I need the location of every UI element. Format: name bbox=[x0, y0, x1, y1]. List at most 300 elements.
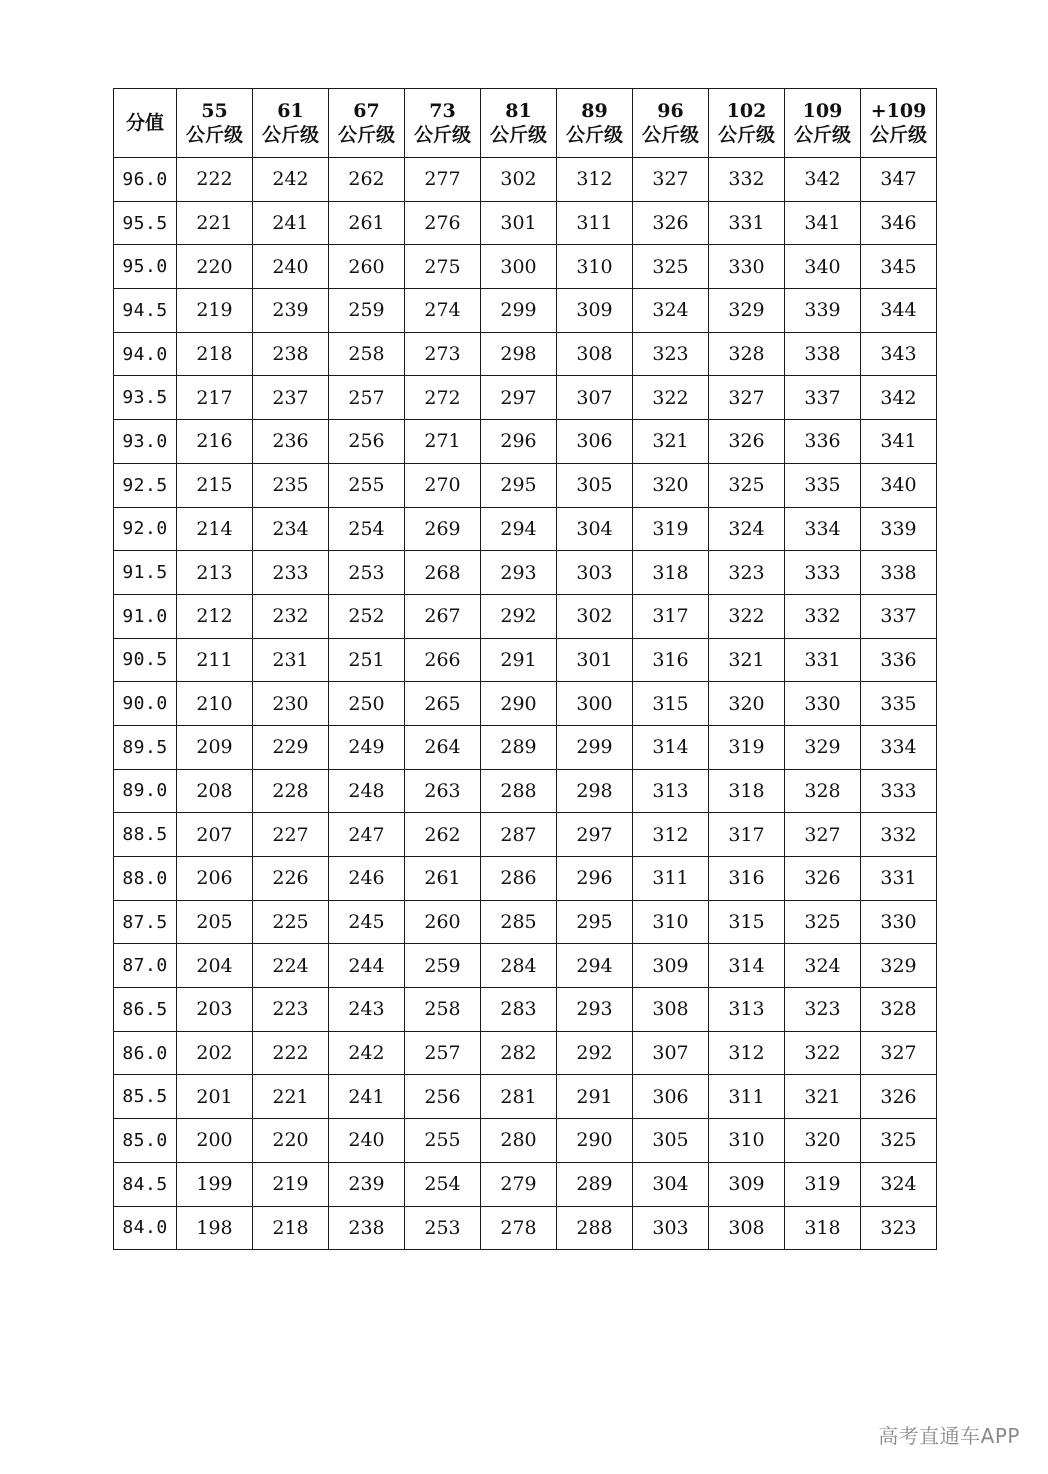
weight-class-unit: 公斤级 bbox=[869, 124, 927, 146]
weight-class-header bbox=[405, 89, 481, 158]
value-cell: 199 bbox=[177, 1162, 253, 1206]
value-cell: 253 bbox=[329, 551, 405, 595]
value-cell: 226 bbox=[253, 857, 329, 901]
value-cell: 324 bbox=[861, 1162, 937, 1206]
table-row bbox=[114, 158, 937, 202]
value-cell: 245 bbox=[329, 900, 405, 944]
value-cell: 325 bbox=[709, 463, 785, 507]
value-cell: 279 bbox=[481, 1162, 557, 1206]
value-cell: 292 bbox=[557, 1031, 633, 1075]
value-cell: 310 bbox=[709, 1119, 785, 1163]
value-cell: 326 bbox=[785, 857, 861, 901]
value-cell: 313 bbox=[709, 988, 785, 1032]
value-cell: 343 bbox=[861, 332, 937, 376]
value-cell: 238 bbox=[253, 332, 329, 376]
value-cell: 240 bbox=[253, 245, 329, 289]
weight-class-value: 109 bbox=[802, 100, 843, 122]
value-cell: 231 bbox=[253, 638, 329, 682]
value-cell: 334 bbox=[861, 725, 937, 769]
value-cell: 259 bbox=[405, 944, 481, 988]
value-cell: 304 bbox=[633, 1162, 709, 1206]
value-cell: 311 bbox=[633, 857, 709, 901]
weight-class-header bbox=[557, 89, 633, 158]
value-cell: 237 bbox=[253, 376, 329, 420]
value-cell: 301 bbox=[557, 638, 633, 682]
value-cell: 259 bbox=[329, 289, 405, 333]
score-cell: 87.0 bbox=[114, 944, 177, 988]
value-cell: 218 bbox=[253, 1206, 329, 1250]
value-cell: 252 bbox=[329, 594, 405, 638]
value-cell: 204 bbox=[177, 944, 253, 988]
value-cell: 224 bbox=[253, 944, 329, 988]
weight-class-unit: 公斤级 bbox=[489, 124, 547, 146]
value-cell: 280 bbox=[481, 1119, 557, 1163]
value-cell: 342 bbox=[785, 158, 861, 202]
value-cell: 331 bbox=[709, 201, 785, 245]
value-cell: 331 bbox=[785, 638, 861, 682]
value-cell: 261 bbox=[329, 201, 405, 245]
value-cell: 337 bbox=[785, 376, 861, 420]
value-cell: 325 bbox=[861, 1119, 937, 1163]
value-cell: 332 bbox=[709, 158, 785, 202]
value-cell: 307 bbox=[633, 1031, 709, 1075]
value-cell: 205 bbox=[177, 900, 253, 944]
value-cell: 269 bbox=[405, 507, 481, 551]
value-cell: 320 bbox=[785, 1119, 861, 1163]
value-cell: 309 bbox=[709, 1162, 785, 1206]
value-cell: 236 bbox=[253, 420, 329, 464]
value-cell: 270 bbox=[405, 463, 481, 507]
value-cell: 227 bbox=[253, 813, 329, 857]
value-cell: 229 bbox=[253, 725, 329, 769]
score-cell: 88.0 bbox=[114, 857, 177, 901]
value-cell: 311 bbox=[557, 201, 633, 245]
table-row bbox=[114, 289, 937, 333]
table-row bbox=[114, 1031, 937, 1075]
value-cell: 342 bbox=[861, 376, 937, 420]
weight-class-value: 81 bbox=[505, 100, 532, 122]
score-cell: 93.0 bbox=[114, 420, 177, 464]
value-cell: 262 bbox=[405, 813, 481, 857]
value-cell: 327 bbox=[709, 376, 785, 420]
value-cell: 298 bbox=[481, 332, 557, 376]
score-cell: 91.5 bbox=[114, 551, 177, 595]
value-cell: 222 bbox=[253, 1031, 329, 1075]
value-cell: 303 bbox=[557, 551, 633, 595]
value-cell: 300 bbox=[557, 682, 633, 726]
score-cell: 87.5 bbox=[114, 900, 177, 944]
score-cell: 95.0 bbox=[114, 245, 177, 289]
value-cell: 256 bbox=[329, 420, 405, 464]
value-cell: 218 bbox=[177, 332, 253, 376]
table-row bbox=[114, 725, 937, 769]
value-cell: 267 bbox=[405, 594, 481, 638]
value-cell: 277 bbox=[405, 158, 481, 202]
value-cell: 303 bbox=[633, 1206, 709, 1250]
value-cell: 329 bbox=[861, 944, 937, 988]
value-cell: 243 bbox=[329, 988, 405, 1032]
value-cell: 238 bbox=[329, 1206, 405, 1250]
value-cell: 336 bbox=[785, 420, 861, 464]
value-cell: 320 bbox=[633, 463, 709, 507]
value-cell: 344 bbox=[861, 289, 937, 333]
value-cell: 283 bbox=[481, 988, 557, 1032]
value-cell: 244 bbox=[329, 944, 405, 988]
value-cell: 323 bbox=[861, 1206, 937, 1250]
value-cell: 271 bbox=[405, 420, 481, 464]
value-cell: 291 bbox=[481, 638, 557, 682]
value-cell: 305 bbox=[557, 463, 633, 507]
value-cell: 293 bbox=[557, 988, 633, 1032]
value-cell: 322 bbox=[709, 594, 785, 638]
value-cell: 323 bbox=[709, 551, 785, 595]
score-cell: 94.5 bbox=[114, 289, 177, 333]
score-cell: 91.0 bbox=[114, 594, 177, 638]
value-cell: 258 bbox=[405, 988, 481, 1032]
value-cell: 214 bbox=[177, 507, 253, 551]
weight-class-value: +109 bbox=[870, 100, 927, 122]
score-cell: 92.5 bbox=[114, 463, 177, 507]
value-cell: 220 bbox=[177, 245, 253, 289]
value-cell: 313 bbox=[633, 769, 709, 813]
value-cell: 239 bbox=[329, 1162, 405, 1206]
value-cell: 225 bbox=[253, 900, 329, 944]
score-cell: 90.5 bbox=[114, 638, 177, 682]
value-cell: 221 bbox=[253, 1075, 329, 1119]
value-cell: 258 bbox=[329, 332, 405, 376]
value-cell: 330 bbox=[709, 245, 785, 289]
value-cell: 247 bbox=[329, 813, 405, 857]
value-cell: 201 bbox=[177, 1075, 253, 1119]
value-cell: 340 bbox=[785, 245, 861, 289]
value-cell: 255 bbox=[329, 463, 405, 507]
value-cell: 198 bbox=[177, 1206, 253, 1250]
value-cell: 272 bbox=[405, 376, 481, 420]
value-cell: 301 bbox=[481, 201, 557, 245]
value-cell: 323 bbox=[785, 988, 861, 1032]
value-cell: 335 bbox=[861, 682, 937, 726]
value-cell: 327 bbox=[633, 158, 709, 202]
value-cell: 339 bbox=[861, 507, 937, 551]
value-cell: 216 bbox=[177, 420, 253, 464]
value-cell: 233 bbox=[253, 551, 329, 595]
value-cell: 327 bbox=[861, 1031, 937, 1075]
value-cell: 319 bbox=[709, 725, 785, 769]
score-table bbox=[113, 88, 937, 1250]
weight-class-header bbox=[329, 89, 405, 158]
value-cell: 249 bbox=[329, 725, 405, 769]
value-cell: 308 bbox=[557, 332, 633, 376]
value-cell: 278 bbox=[481, 1206, 557, 1250]
weight-class-unit: 公斤级 bbox=[185, 124, 243, 146]
value-cell: 327 bbox=[785, 813, 861, 857]
value-cell: 338 bbox=[785, 332, 861, 376]
value-cell: 321 bbox=[785, 1075, 861, 1119]
score-cell: 89.5 bbox=[114, 725, 177, 769]
value-cell: 297 bbox=[557, 813, 633, 857]
value-cell: 326 bbox=[861, 1075, 937, 1119]
value-cell: 319 bbox=[633, 507, 709, 551]
value-cell: 324 bbox=[633, 289, 709, 333]
weight-class-header bbox=[861, 89, 937, 158]
value-cell: 310 bbox=[557, 245, 633, 289]
value-cell: 284 bbox=[481, 944, 557, 988]
value-cell: 341 bbox=[785, 201, 861, 245]
value-cell: 304 bbox=[557, 507, 633, 551]
value-cell: 251 bbox=[329, 638, 405, 682]
weight-class-header bbox=[785, 89, 861, 158]
value-cell: 319 bbox=[785, 1162, 861, 1206]
table-row bbox=[114, 1206, 937, 1250]
table-row bbox=[114, 1075, 937, 1119]
watermark: 高考直通车APP bbox=[878, 1424, 1020, 1448]
value-cell: 337 bbox=[861, 594, 937, 638]
score-cell: 84.5 bbox=[114, 1162, 177, 1206]
table-row bbox=[114, 551, 937, 595]
weight-class-unit: 公斤级 bbox=[261, 124, 319, 146]
value-cell: 288 bbox=[557, 1206, 633, 1250]
weight-class-value: 102 bbox=[726, 100, 767, 122]
value-cell: 314 bbox=[709, 944, 785, 988]
value-cell: 292 bbox=[481, 594, 557, 638]
weight-class-header bbox=[633, 89, 709, 158]
value-cell: 317 bbox=[709, 813, 785, 857]
value-cell: 289 bbox=[557, 1162, 633, 1206]
value-cell: 347 bbox=[861, 158, 937, 202]
weight-class-unit: 公斤级 bbox=[641, 124, 699, 146]
value-cell: 211 bbox=[177, 638, 253, 682]
table-row bbox=[114, 944, 937, 988]
value-cell: 230 bbox=[253, 682, 329, 726]
value-cell: 260 bbox=[329, 245, 405, 289]
value-cell: 286 bbox=[481, 857, 557, 901]
value-cell: 340 bbox=[861, 463, 937, 507]
value-cell: 266 bbox=[405, 638, 481, 682]
value-cell: 208 bbox=[177, 769, 253, 813]
value-cell: 235 bbox=[253, 463, 329, 507]
value-cell: 248 bbox=[329, 769, 405, 813]
value-cell: 325 bbox=[785, 900, 861, 944]
value-cell: 336 bbox=[861, 638, 937, 682]
value-cell: 345 bbox=[861, 245, 937, 289]
value-cell: 228 bbox=[253, 769, 329, 813]
value-cell: 320 bbox=[709, 682, 785, 726]
value-cell: 260 bbox=[405, 900, 481, 944]
value-cell: 207 bbox=[177, 813, 253, 857]
value-cell: 294 bbox=[481, 507, 557, 551]
value-cell: 219 bbox=[253, 1162, 329, 1206]
value-cell: 254 bbox=[405, 1162, 481, 1206]
value-cell: 296 bbox=[557, 857, 633, 901]
weight-class-value: 67 bbox=[353, 100, 380, 122]
value-cell: 213 bbox=[177, 551, 253, 595]
table-row bbox=[114, 1119, 937, 1163]
score-cell: 92.0 bbox=[114, 507, 177, 551]
value-cell: 273 bbox=[405, 332, 481, 376]
value-cell: 281 bbox=[481, 1075, 557, 1119]
value-cell: 210 bbox=[177, 682, 253, 726]
value-cell: 332 bbox=[861, 813, 937, 857]
value-cell: 318 bbox=[633, 551, 709, 595]
value-cell: 329 bbox=[785, 725, 861, 769]
value-cell: 312 bbox=[633, 813, 709, 857]
value-cell: 255 bbox=[405, 1119, 481, 1163]
value-cell: 290 bbox=[481, 682, 557, 726]
value-cell: 212 bbox=[177, 594, 253, 638]
value-cell: 250 bbox=[329, 682, 405, 726]
weight-class-unit: 公斤级 bbox=[793, 124, 851, 146]
value-cell: 209 bbox=[177, 725, 253, 769]
value-cell: 219 bbox=[177, 289, 253, 333]
value-cell: 332 bbox=[785, 594, 861, 638]
value-cell: 282 bbox=[481, 1031, 557, 1075]
score-cell: 96.0 bbox=[114, 158, 177, 202]
weight-class-header bbox=[481, 89, 557, 158]
value-cell: 296 bbox=[481, 420, 557, 464]
table-row bbox=[114, 376, 937, 420]
value-cell: 206 bbox=[177, 857, 253, 901]
value-cell: 293 bbox=[481, 551, 557, 595]
table-row bbox=[114, 201, 937, 245]
table-body bbox=[114, 158, 937, 1250]
table-row bbox=[114, 900, 937, 944]
value-cell: 261 bbox=[405, 857, 481, 901]
table-row bbox=[114, 769, 937, 813]
value-cell: 306 bbox=[633, 1075, 709, 1119]
value-cell: 291 bbox=[557, 1075, 633, 1119]
value-cell: 257 bbox=[405, 1031, 481, 1075]
table-row bbox=[114, 638, 937, 682]
value-cell: 338 bbox=[861, 551, 937, 595]
value-cell: 312 bbox=[709, 1031, 785, 1075]
value-cell: 242 bbox=[253, 158, 329, 202]
value-cell: 288 bbox=[481, 769, 557, 813]
value-cell: 257 bbox=[329, 376, 405, 420]
value-cell: 223 bbox=[253, 988, 329, 1032]
value-cell: 329 bbox=[709, 289, 785, 333]
table-row bbox=[114, 420, 937, 464]
value-cell: 310 bbox=[633, 900, 709, 944]
value-cell: 268 bbox=[405, 551, 481, 595]
value-cell: 232 bbox=[253, 594, 329, 638]
value-cell: 325 bbox=[633, 245, 709, 289]
value-cell: 322 bbox=[785, 1031, 861, 1075]
table-row bbox=[114, 245, 937, 289]
score-cell: 88.5 bbox=[114, 813, 177, 857]
value-cell: 321 bbox=[633, 420, 709, 464]
value-cell: 326 bbox=[709, 420, 785, 464]
score-cell: 89.0 bbox=[114, 769, 177, 813]
value-cell: 275 bbox=[405, 245, 481, 289]
value-cell: 315 bbox=[709, 900, 785, 944]
value-cell: 308 bbox=[709, 1206, 785, 1250]
value-cell: 318 bbox=[709, 769, 785, 813]
value-cell: 262 bbox=[329, 158, 405, 202]
value-cell: 276 bbox=[405, 201, 481, 245]
value-cell: 312 bbox=[557, 158, 633, 202]
table-row bbox=[114, 463, 937, 507]
value-cell: 311 bbox=[709, 1075, 785, 1119]
value-cell: 328 bbox=[861, 988, 937, 1032]
table-row bbox=[114, 594, 937, 638]
value-cell: 346 bbox=[861, 201, 937, 245]
score-cell: 85.5 bbox=[114, 1075, 177, 1119]
value-cell: 215 bbox=[177, 463, 253, 507]
value-cell: 242 bbox=[329, 1031, 405, 1075]
score-cell: 86.0 bbox=[114, 1031, 177, 1075]
score-cell: 94.0 bbox=[114, 332, 177, 376]
value-cell: 287 bbox=[481, 813, 557, 857]
value-cell: 317 bbox=[633, 594, 709, 638]
value-cell: 241 bbox=[253, 201, 329, 245]
score-cell: 84.0 bbox=[114, 1206, 177, 1250]
value-cell: 333 bbox=[861, 769, 937, 813]
value-cell: 302 bbox=[557, 594, 633, 638]
value-cell: 240 bbox=[329, 1119, 405, 1163]
value-cell: 203 bbox=[177, 988, 253, 1032]
value-cell: 323 bbox=[633, 332, 709, 376]
value-cell: 285 bbox=[481, 900, 557, 944]
weight-class-value: 73 bbox=[429, 100, 456, 122]
weight-class-header bbox=[253, 89, 329, 158]
score-cell: 85.0 bbox=[114, 1119, 177, 1163]
value-cell: 309 bbox=[557, 289, 633, 333]
value-cell: 324 bbox=[709, 507, 785, 551]
weight-class-value: 55 bbox=[201, 100, 228, 122]
value-cell: 300 bbox=[481, 245, 557, 289]
value-cell: 221 bbox=[177, 201, 253, 245]
value-cell: 298 bbox=[557, 769, 633, 813]
value-cell: 239 bbox=[253, 289, 329, 333]
score-cell: 93.5 bbox=[114, 376, 177, 420]
value-cell: 330 bbox=[785, 682, 861, 726]
weight-class-value: 61 bbox=[277, 100, 304, 122]
value-cell: 295 bbox=[557, 900, 633, 944]
weight-class-unit: 公斤级 bbox=[565, 124, 623, 146]
value-cell: 330 bbox=[861, 900, 937, 944]
table-row bbox=[114, 813, 937, 857]
value-cell: 315 bbox=[633, 682, 709, 726]
value-cell: 326 bbox=[633, 201, 709, 245]
value-cell: 299 bbox=[557, 725, 633, 769]
weight-class-header bbox=[177, 89, 253, 158]
value-cell: 333 bbox=[785, 551, 861, 595]
value-cell: 339 bbox=[785, 289, 861, 333]
value-cell: 297 bbox=[481, 376, 557, 420]
weight-class-unit: 公斤级 bbox=[717, 124, 775, 146]
value-cell: 314 bbox=[633, 725, 709, 769]
value-cell: 217 bbox=[177, 376, 253, 420]
table-row bbox=[114, 332, 937, 376]
value-cell: 264 bbox=[405, 725, 481, 769]
value-cell: 341 bbox=[861, 420, 937, 464]
weight-class-unit: 公斤级 bbox=[413, 124, 471, 146]
value-cell: 265 bbox=[405, 682, 481, 726]
value-cell: 253 bbox=[405, 1206, 481, 1250]
value-cell: 335 bbox=[785, 463, 861, 507]
header-row bbox=[114, 89, 937, 158]
score-cell: 86.5 bbox=[114, 988, 177, 1032]
table-row bbox=[114, 1162, 937, 1206]
weight-class-value: 96 bbox=[657, 100, 684, 122]
value-cell: 328 bbox=[785, 769, 861, 813]
value-cell: 234 bbox=[253, 507, 329, 551]
value-cell: 202 bbox=[177, 1031, 253, 1075]
value-cell: 294 bbox=[557, 944, 633, 988]
value-cell: 299 bbox=[481, 289, 557, 333]
value-cell: 308 bbox=[633, 988, 709, 1032]
value-cell: 305 bbox=[633, 1119, 709, 1163]
